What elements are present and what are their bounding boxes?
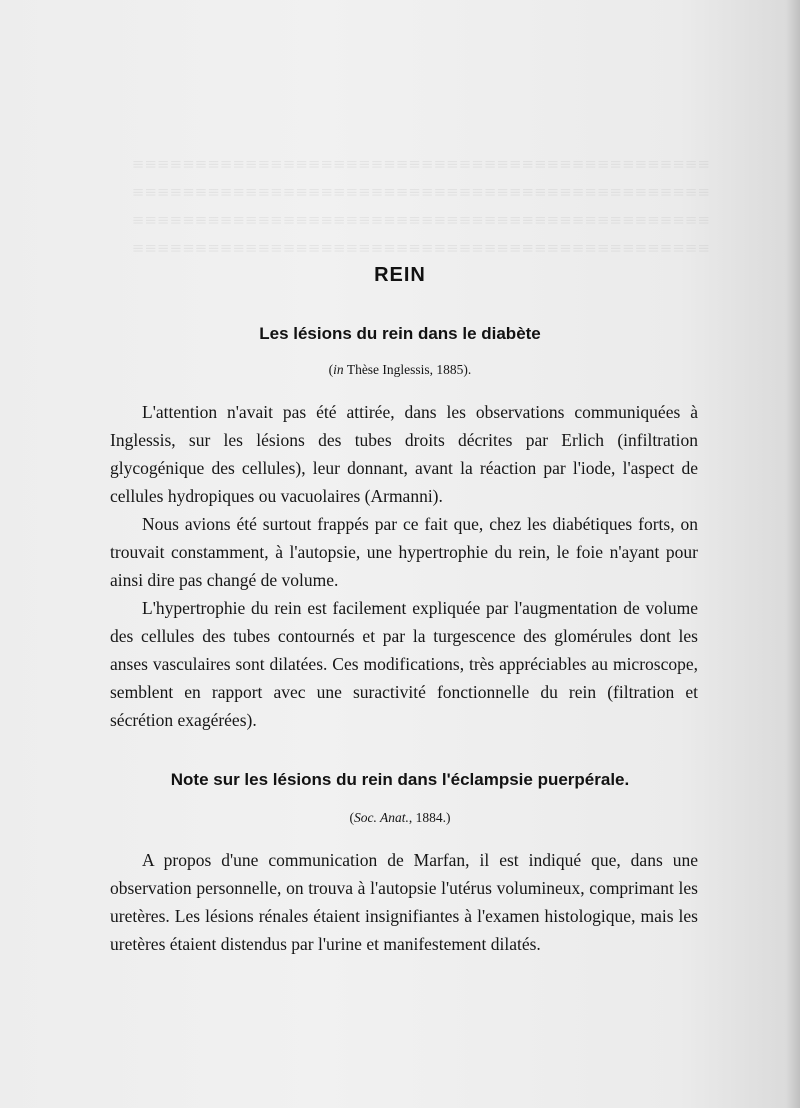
chapter-title: REIN [374,264,426,286]
paragraph-4: A propos d'une communication de Marfan, il est indiqué que, dans une observation personnelle, on trouva à l'autopsie l'utérus volumineux, comprimant les uretères. Les lésions rénales étaient insignifiantes à l'examen histologique, mais les uretères étaient distendus par l'urine et manifestement dilatés. [110,850,698,954]
section-title-eclampsie: Note sur les lésions du rein dans l'éclampsie puerpérale. [170,770,630,789]
page-edge-shadow [786,0,800,1108]
section-reference-diabete: (in Thèse Inglessis, 1885). [328,362,472,377]
paragraph-2: Nous avions été surtout frappés par ce fait que, chez les diabétiques forts, on trouvait constamment, à l'autopsie, une hypertrophie du rein, le foie n'ayant pour ainsi dire pas changé de volume. [110,514,698,590]
section-title-diabete: Les lésions du rein dans le diabète [259,324,541,343]
paragraph-3: L'hypertrophie du rein est facilement expliquée par l'augmentation de volume des cellules des tubes contournés et par la turgescence des glomérules dont les anses vasculaires sont dilatées. Ces modifications, très appréciables au microscope, semblent en rapport avec une suractivité fonctionnelle du rein (filtration et sécrétion exagérées). [110,598,698,730]
section-reference-eclampsie: (Soc. Anat., 1884.) [349,810,451,825]
paragraph-1: L'attention n'avait pas été attirée, dans les observations communiquées à Inglessis, sur les lésions des tubes droits décrites par Erlich (infiltration glycogénique des cellules), leur donnant, avant la réaction par l'iode, l'aspect de cellules hydropiques ou vacuolaires (Armanni). [110,402,698,506]
bleed-through-texture: ≡≡≡≡≡≡≡≡≡≡≡≡≡≡≡≡≡≡≡≡≡≡≡≡≡≡≡≡≡≡≡≡≡≡≡≡≡≡≡≡≡≡≡≡≡≡ ≡≡≡≡≡≡≡≡≡≡≡≡≡≡≡≡≡≡≡≡≡≡≡≡≡≡≡≡≡≡≡≡≡≡≡≡≡≡≡≡≡≡≡≡≡≡ ≡≡≡≡≡≡≡≡≡≡≡≡≡≡≡≡≡≡≡≡≡≡≡≡≡≡≡≡≡≡≡≡≡≡≡≡≡≡≡≡≡≡≡≡≡≡ ≡≡≡≡≡≡≡≡≡≡≡≡≡≡≡≡≡≡≡≡≡≡≡≡≡≡≡≡≡≡≡≡≡≡≡≡≡≡≡≡≡≡≡≡≡≡ [131,155,710,257]
